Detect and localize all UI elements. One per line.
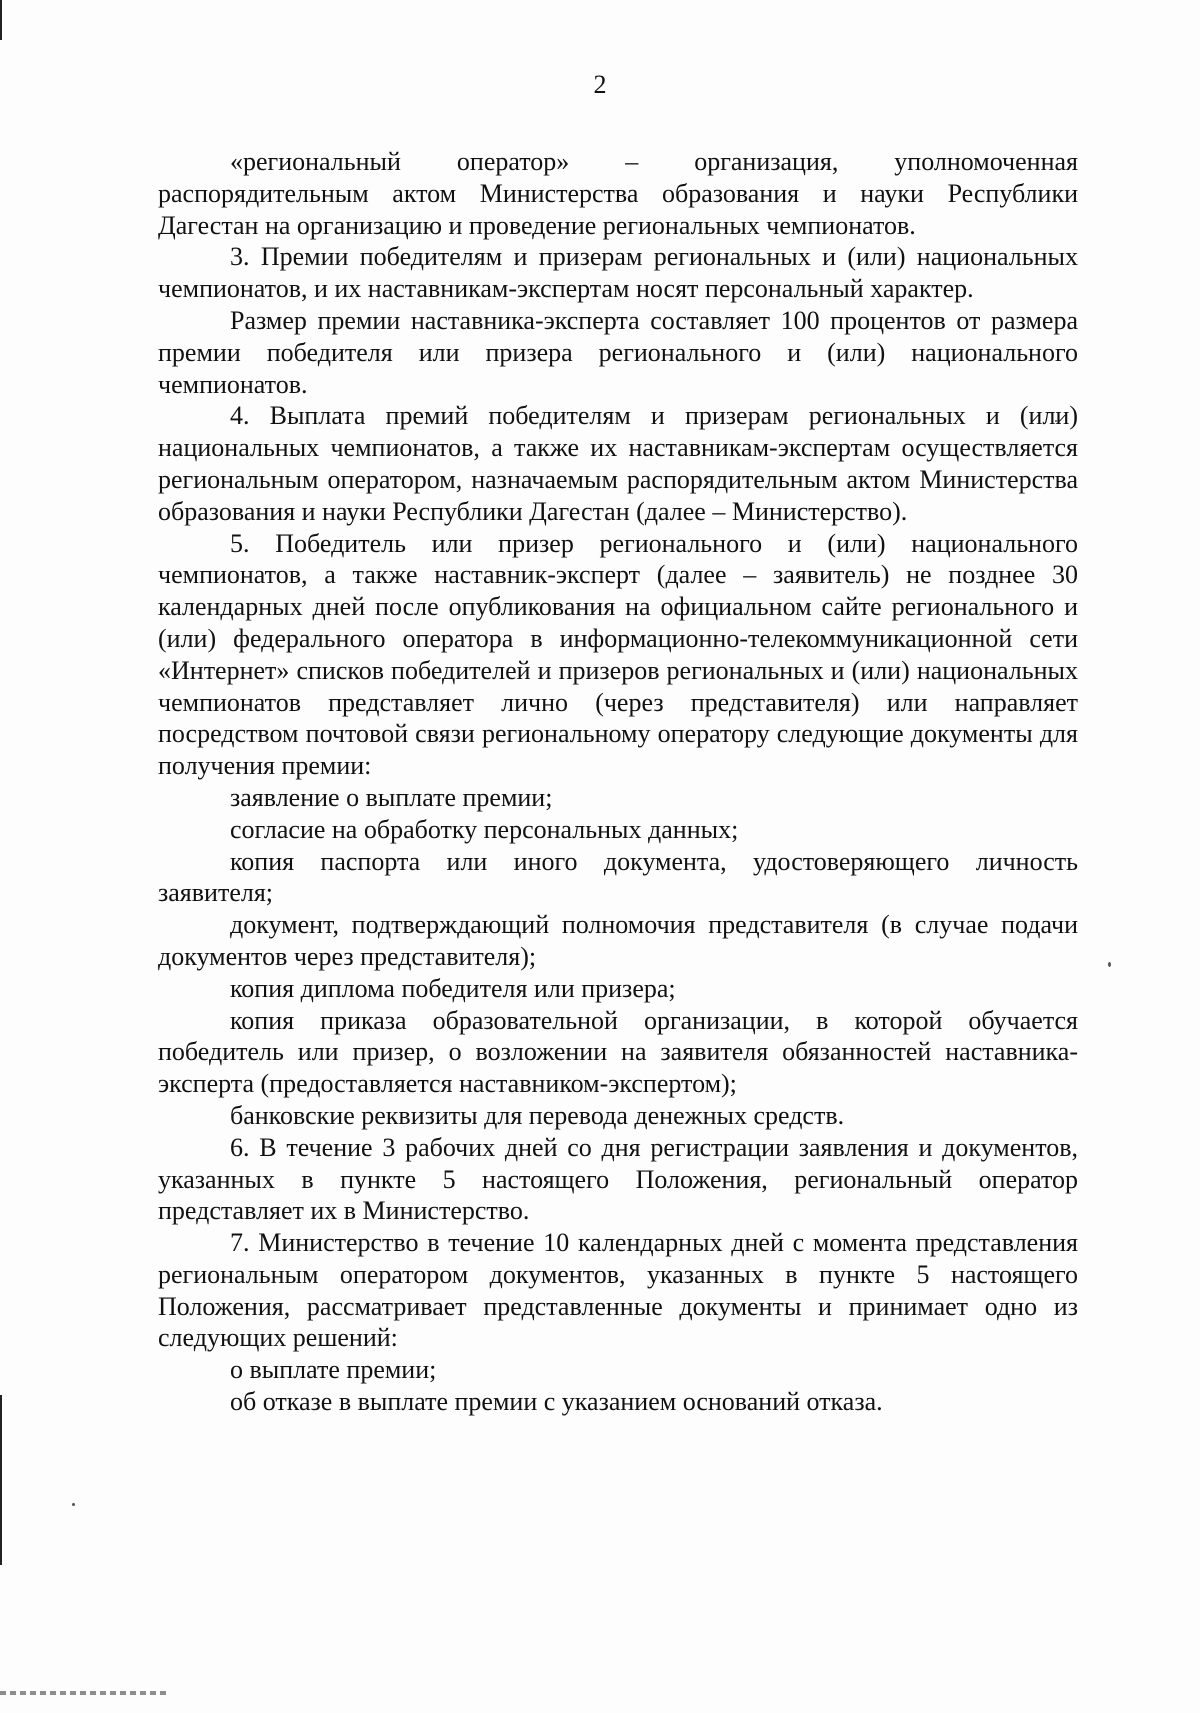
page-number: 2 bbox=[593, 70, 607, 99]
decision-item: об отказе в выплате премии с указанием оснований отказа. bbox=[230, 1387, 883, 1417]
scan-edge-top bbox=[0, 0, 2, 40]
document-body bbox=[158, 146, 1078, 1418]
clause-3: 3. Премии победителям и призерам региональных и (или) национальных чемпионатов, и их наставникам-экспертам носят персональный характер. bbox=[158, 242, 1078, 304]
clause-4: 4. Выплата премий победителям и призерам региональных и (или) национальных чемпионатов, а также их наставникам-экспертам осуществляется региональным оператором, назначаемым распорядительным актом Министерства образования и науки Республики Дагестан (далее – Министерство). bbox=[158, 401, 1078, 526]
scan-speck bbox=[72, 1503, 75, 1506]
decision-item: о выплате премии; bbox=[230, 1355, 437, 1385]
document-list-item: заявление о выплате премии; bbox=[230, 782, 553, 812]
clause-3-award-size: Размер премии наставника-эксперта составляет 100 процентов от размера премии победителя или призера регионального и (или) национального чемпионатов. bbox=[158, 305, 1078, 399]
document-list-item: копия диплома победителя или призера; bbox=[230, 973, 676, 1003]
document-list-item: банковские реквизиты для перевода денежных средств. bbox=[230, 1100, 845, 1130]
document-list-item: согласие на обработку персональных данных; bbox=[230, 814, 739, 844]
document-list-item: копия приказа образовательной организации, в которой обучается победитель или призер, о возложении на заявителя обязанностей наставника-эксперта (предоставляется наставником-экспертом); bbox=[158, 1005, 1078, 1099]
clause-6: 6. В течение 3 рабочих дней со дня регистрации заявления и документов, указанных в пункте 5 настоящего Положения, региональный оператор представляет их в Министерство. bbox=[158, 1132, 1078, 1226]
document-list-item: копия паспорта или иного документа, удостоверяющего личность заявителя; bbox=[158, 846, 1078, 908]
scan-smudge bbox=[0, 1691, 170, 1695]
clause-7: 7. Министерство в течение 10 календарных дней с момента представления региональным оператором документов, указанных в пункте 5 настоящего Положения, рассматривает представленные документы и принимает одно из следующих решений: bbox=[158, 1228, 1078, 1353]
scan-edge-bottom bbox=[0, 1395, 2, 1565]
clause-5: 5. Победитель или призер регионального и (или) национального чемпионатов, а также наставник-эксперт (далее – заявитель) не позднее 30 календарных дней после опубликования на официальном сайте регионального и (или) федерального оператора в информационно-телекоммуникационной сети «Интернет» списков победителей и призеров региональных и (или) национальных чемпионатов представляет лично (через представителя) или направляет посредством почтовой связи региональному оператору следующие документы для получения премии: bbox=[158, 528, 1078, 781]
scan-speck bbox=[1108, 962, 1111, 967]
definition-regional-operator: «региональный оператор» – организация, уполномоченная распорядительным актом Министерства образования и науки Республики Дагестан на организацию и проведение региональных чемпионатов. bbox=[158, 147, 1078, 240]
document-list-item: документ, подтверждающий полномочия представителя (в случае подачи документов через представителя); bbox=[158, 910, 1078, 971]
